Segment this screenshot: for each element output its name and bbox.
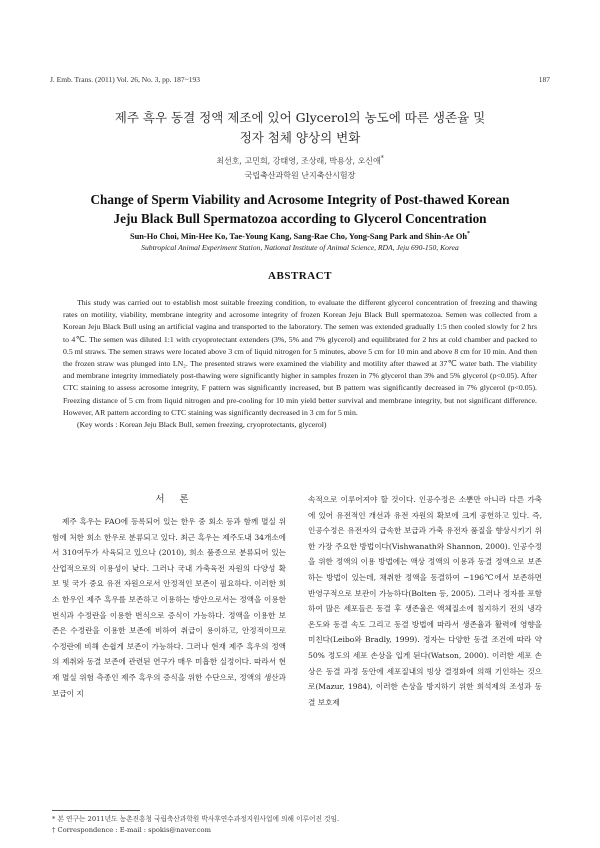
footnote-correspondence: † Correspondence : E-mail : spokis@naver.com <box>52 825 211 834</box>
introduction-paragraph-left: 제주 흑우는 FAO에 등록되어 있는 한우 중 회소 등과 함께 멸실 위험에 처한 희소 한우로 분류되고 있다. 최근 흑우는 제주도내 34개소에서 310여두가 사육되고 있으나 (2010), 희소 품종으로 분류되어 있는 산업적으로의 이용성이 낮다. 그러나 국내 가축육전 자원의 다양성 확보 및 국가 중요 유전 자원으로서 안정적인 보존이 필요하다. 이러한 희소 한우인 제주 흑우를 보존하고 이용하는 방안으로서는 정액을 이용한 번식과 수정란을 이용한 번식으로 증식이 가능하다. 정액을 이용한 보존은 수정란을 이용한 보존에 비하여 취급이 용이하고, 안정적이므로 수정란에 비해 손쉽게 보존이 가능하다. 그러나 현재 제주 흑우의 정액의 제취와 동결 보존에 관련된 연구가 매우 미흡한 실정이다. 따라서 현재 멸실 위험 측종인 제주 흑우의 증식을 위한 수단으로, 정액의 생산과 보급이 지 <box>52 517 286 698</box>
abstract-heading: ABSTRACT <box>268 270 332 282</box>
english-authors <box>40 228 560 243</box>
footnotes <box>52 814 540 835</box>
introduction-paragraph-right: 속적으로 이루어져야 할 것이다. 인공수정은 소뿐만 아니라 다른 가축에 있어 유전적인 개선과 유전 자원의 확보에 크게 공헌하고 있다. 즉, 인공수정은 유전자의 급속한 보급과 가축 유전자 품질을 향상시키기 위한 가장 주요한 방법이다(Vishwanath와 Shannon, 2000). 인공수정을 위한 정액의 이용 방법에는 액상 정액의 이용과 동결 정액으로 보존하는 방법이 있는데, 채취한 정액을 동결하여 −196℃에서 보존하면 반영구적으로 보관이 가능하다(Bolten 등, 2005). 그러나 정자를 포함하여 많은 세포들은 동결 후 생존율은 액체질소에 침지하기 전의 냉각 온도와 동결 속도 그리고 동결 방법에 따라서 생존율과 활력에 영향을 미친다(Leibo와 Bradly, 1999). 정자는 다양한 동결 조건에 따라 약 50% 정도의 세포 손상을 입게 된다(Watson, 2000). 이러한 세포 손상은 동결 과정 동안에 세포질내의 빙상 결정화에 의해 기인하는 것으로(Mazur, 1984), 이러한 손상을 방지하기 위한 희석제의 조성과 동결 보호제 <box>308 495 542 707</box>
korean-title-line-2: 정자 첨체 양상의 변화 <box>239 130 361 145</box>
english-title-line-2: Jeju Black Bull Spermatozoa according to Glycerol Concentration <box>113 211 487 226</box>
english-corresponding-mark: * <box>467 231 471 237</box>
english-title <box>40 190 560 228</box>
english-title-line-1: Change of Sperm Viability and Acrosome Integrity of Post-thawed Korean <box>90 192 510 207</box>
page-number: 187 <box>538 75 550 84</box>
introduction-left-column <box>52 514 286 701</box>
keywords: (Key words : Korean Jeju Black Bull, semen freezing, cryoprotectants, glycerol) <box>77 420 327 430</box>
section-heading-introduction: 서 론 <box>155 494 195 505</box>
abstract <box>63 297 537 431</box>
korean-affiliation: 국립축산과학원 난지축산시험장 <box>244 170 356 180</box>
footnote-funding: * 본 연구는 2011년도 농촌진흥청 국립축산과학원 박사후연수과정지원사업에 의해 이루어진 것임. <box>52 815 340 823</box>
english-author-names: Sun-Ho Choi, Min-Hee Ko, Tae-Young Kang, Sang-Rae Cho, Yong-Sang Park and Shin-Ae Oh <box>129 231 468 241</box>
korean-author-names: 최선호, 고민희, 강태영, 조상래, 박용상, 오신애 <box>216 156 381 166</box>
korean-title <box>40 108 560 148</box>
english-affiliation: Subtropical Animal Experiment Station, National Institute of Animal Science, RDA, Jeju 690-150, Korea <box>141 243 459 252</box>
korean-authors <box>40 152 560 183</box>
korean-title-line-1: 제주 흑우 동결 정액 제조에 있어 Glycerol의 농도에 따른 생존율 및 <box>114 110 486 125</box>
journal-citation: J. Emb. Trans. (2011) Vol. 26, No. 3, pp. 187~193 <box>50 75 200 84</box>
korean-corresponding-mark: * <box>380 155 384 162</box>
introduction-right-column <box>308 492 542 710</box>
abstract-text: This study was carried out to establish most suitable freezing condition, to evaluate the different glycerol concentration of freezing and thawing rates on motility, viability, membrane integrity and acrosome integrity of frozen Korean Jeju Black Bull spermatozoa. Semen was collected from a Korean Jeju Black Bull using an artificial vagina and transported to the laboratory. The semen was extended gradually 1:5 then cooled slowly for 2 hrs to 4℃. The semen was diluted 1:1 with cryoprotectant extenders (3%, 5% and 7% glycerol) and equilibrated for 2 hrs at cold chamber and packed to 0.5 ml straws. The semen straws were located above 3 cm of liquid nitrogen for 5 minutes, above 5 cm for 10 min and above 8 cm for 10 min. And then the frozen straw was plunged into LN₂. The presented straws were examined the viability and motility after thawed at 37℃ water bath. The viability and membrane integrity immediately post-thawing were significantly higher in samples frozen in 7% glycerol than 3% and 5% glycerol (p<0.05). After CTC staining to assess acrosome integrity, F pattern was significantly increased, but B pattern was significantly decreased in 7% glycerol (p<0.05). Freezing distance of 5 cm from liquid nitrogen and pre-cooling for 10 min yield better survival and membrane integrity, but not significant difference. However, AR pattern according to CTC staining was significantly decreased in 3 cm for 5 min. <box>63 298 537 417</box>
footnote-divider <box>52 810 140 811</box>
